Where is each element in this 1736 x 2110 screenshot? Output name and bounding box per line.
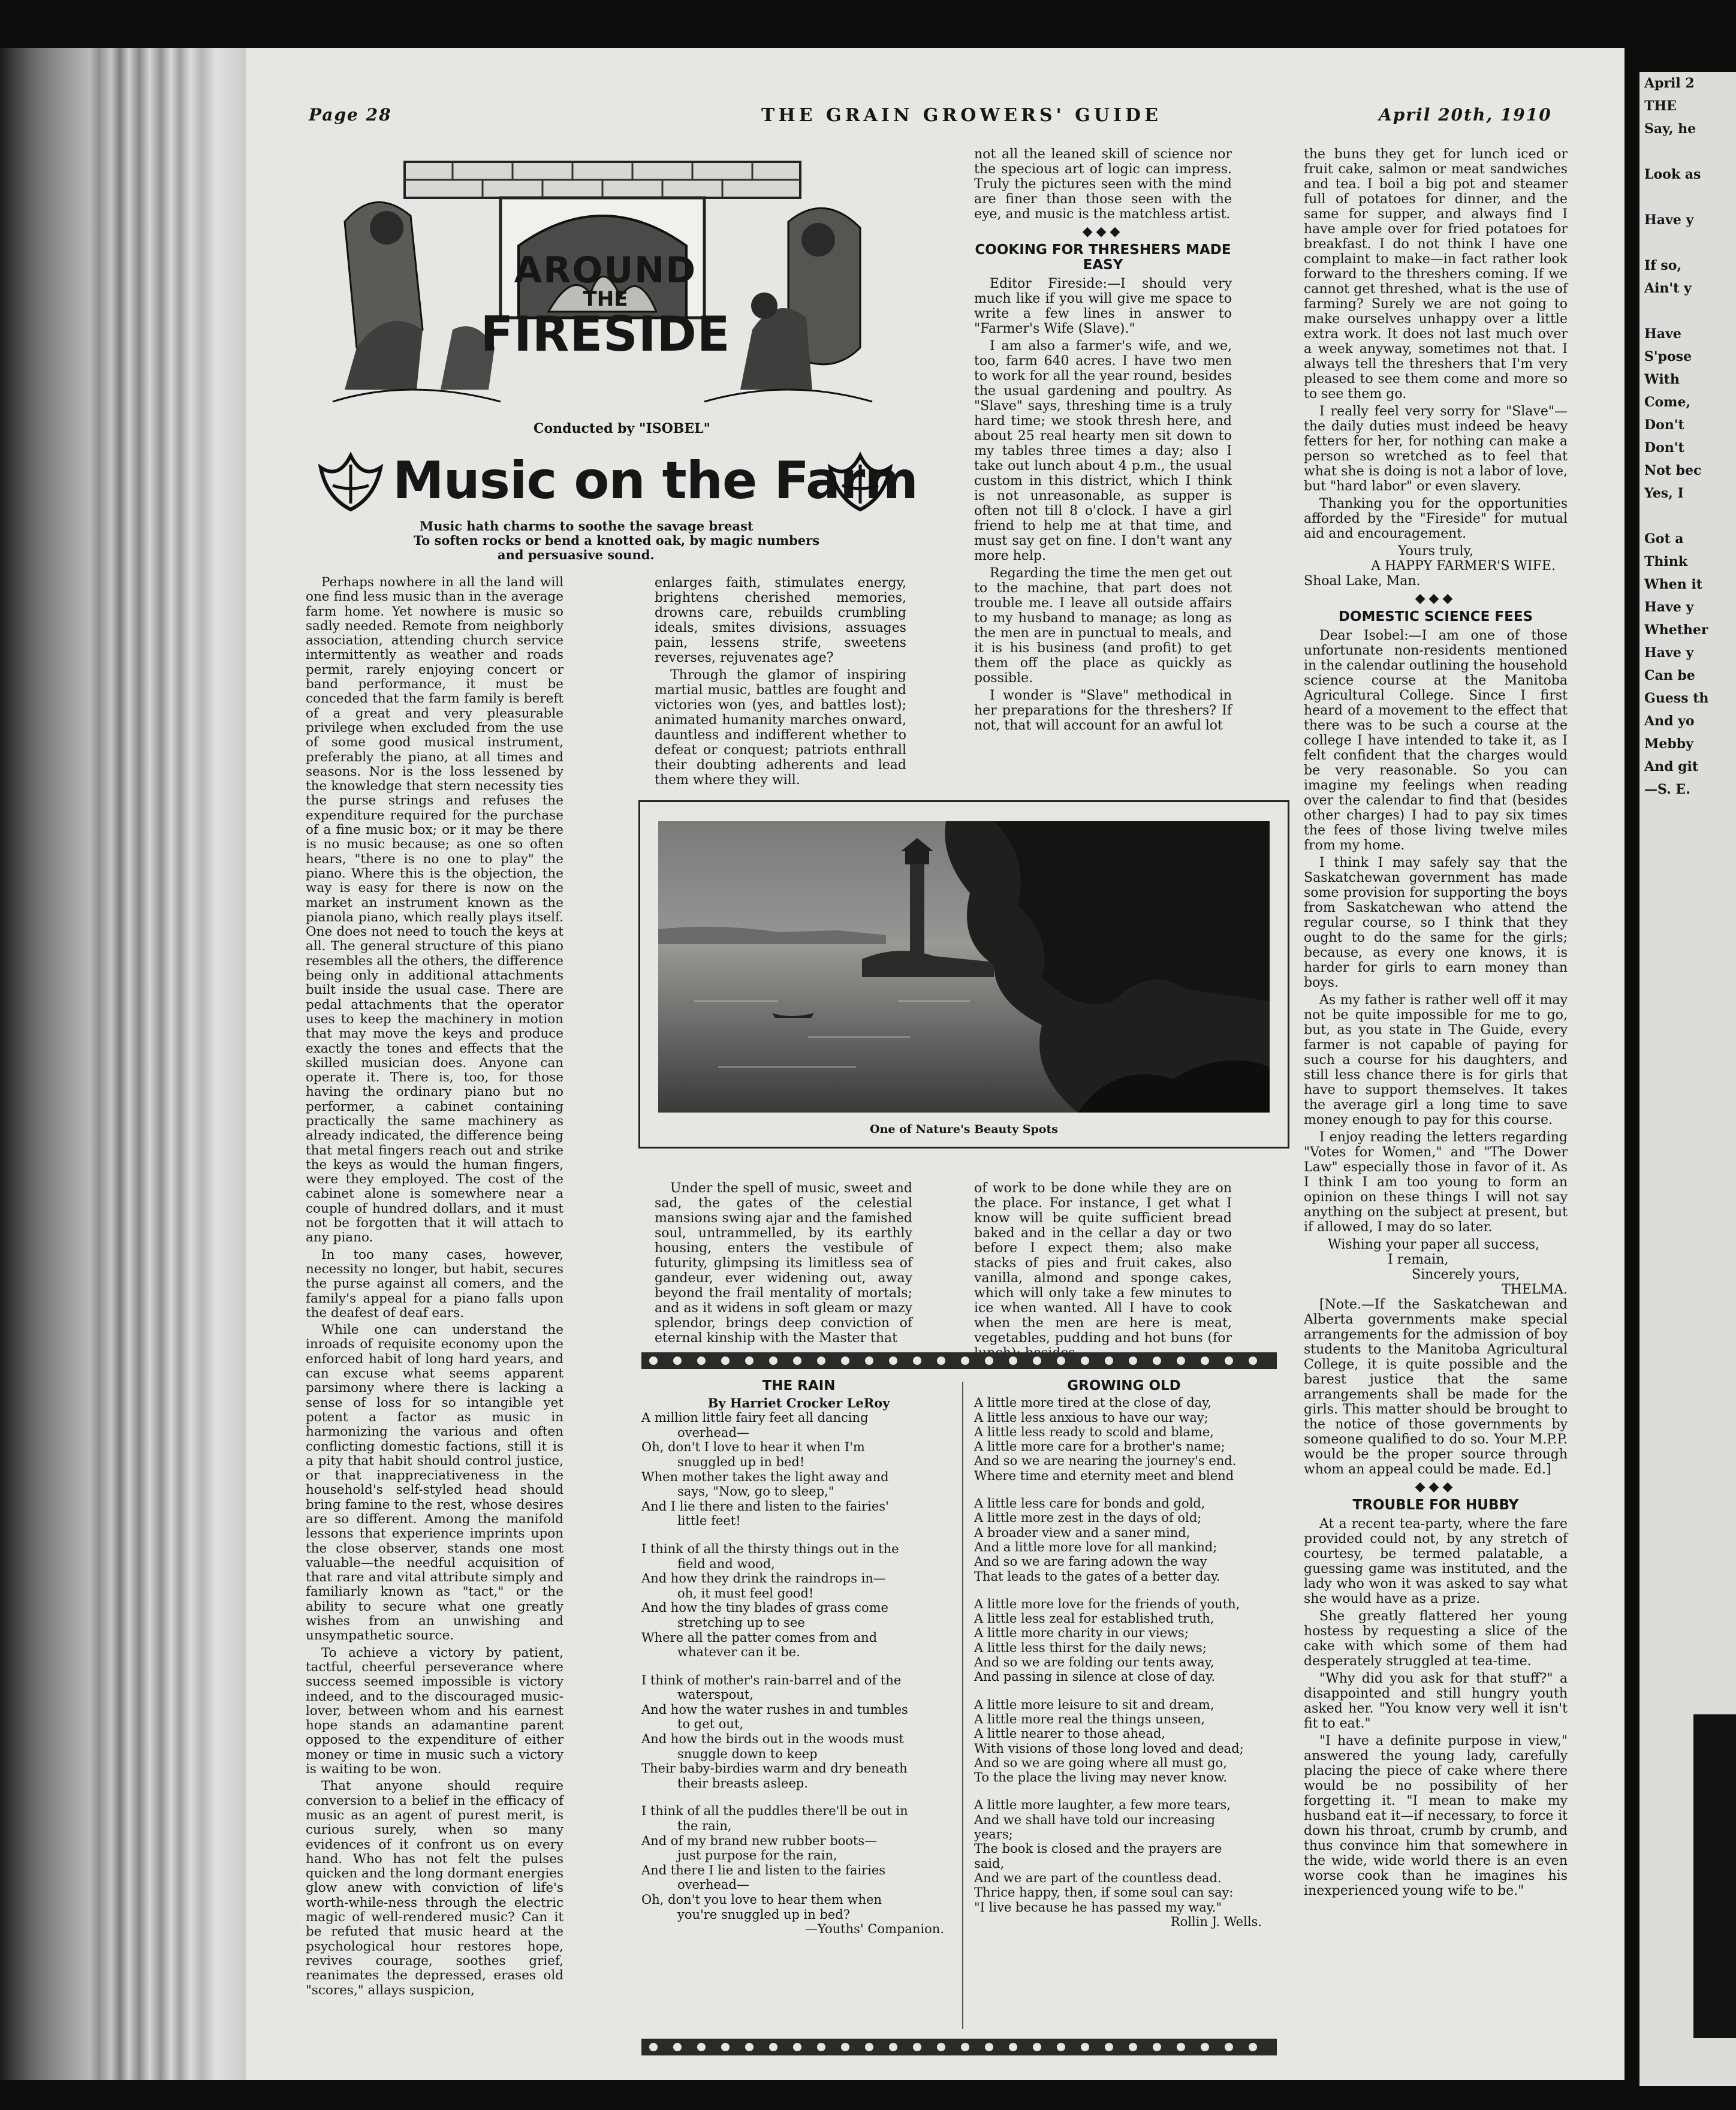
poem-line: A little more laughter, a few more tears, (974, 1798, 1231, 1813)
adjacent-page-fragment-line: Yes, I (1644, 486, 1684, 501)
poem-line: A little more love for the friends of youth, (974, 1596, 1240, 1611)
adjacent-page-fragment-line: Ain't y (1644, 281, 1692, 296)
paragraph: To achieve a victory by patient, tactful, cheerful perseverance where success seemed impossible is victory indeed, and to the discouraged music-lover, between whom and his earnest hope stands an adamantine parent opposed to the expenditure of either money or time in music such a victory is waiting to be won. (306, 1645, 563, 1777)
paragraph: While one can understand the inroads of requisite economy upon the enforced habit of long hard years, and can excuse what seems apparent parsimony where there is lacking a sense of loss for so intangible yet potent a factor as music in harmonizing the various and often conflicting domestic factions, still it is a pity that habit should control justice, or that inappreciativeness in the household's self-styled head should bring famine to the rest, whose desires are so different. Among the manifold lessons that experience imprints upon the close observer, stands one most valuable—the needful acquisition of that rare and vital attribute simply and familiarly known as "tact," or the ability to secure what one greatly wishes from an unwishing and unsympathetic source. (306, 1322, 563, 1644)
poem-line: A little nearer to those ahead, (974, 1726, 1165, 1741)
paragraph: I wonder is "Slave" methodical in her preparations for the threshers? If not, that will account for an awful lot (974, 688, 1232, 733)
poem-line: Their baby-birdies warm and dry beneath (641, 1761, 908, 1776)
poem-line: I think of mother's rain-barrel and of the (641, 1672, 902, 1687)
adjacent-page-fragment-line: Think (1644, 554, 1687, 569)
adjacent-page-fragment-line: Guess th (1644, 691, 1709, 706)
poem-line: said, (974, 1856, 1005, 1871)
paragraph: I really feel very sorry for "Slave"—the daily duties must indeed be heavy fetters for her, for nothing can make a person so wretched as to feel that what she is doing is not a labor of love, but "hard labor" or even slavery. (1304, 404, 1568, 494)
poem-line: A little less care for bonds and gold, (974, 1496, 1205, 1511)
hubby-heading: TROUBLE FOR HUBBY (1352, 1497, 1519, 1513)
poem-line: oh, it must feel good! (677, 1585, 814, 1600)
section-divider-icon: ◆◆◆ (1415, 1479, 1457, 1494)
poem-line: A little more care for a brother's name; (974, 1439, 1225, 1454)
book-binding (0, 48, 252, 2080)
poem-line: And how they drink the raindrops in— (641, 1571, 886, 1586)
poem-line: To the place the living may never know. (974, 1770, 1228, 1785)
poem-line: And how the birds out in the woods must (641, 1732, 904, 1747)
poem-line (641, 1791, 956, 1804)
poem-line: A broader view and a saner mind, (974, 1525, 1191, 1540)
poem-line: And I lie there and listen to the fairies' (641, 1499, 889, 1514)
poem-line: years; (974, 1827, 1013, 1842)
adjacent-page-fragment-line: Mebby (1644, 736, 1693, 752)
ornamental-divider-bottom (641, 2035, 1277, 2059)
poem-line: to get out, (677, 1717, 744, 1732)
editor-note: [Note.—If the Saskatchewan and Alberta governments make special arrangements for the admission of boy students to the Manitoba Agricultural College, it is quite possible and the barest justice that the same arrangements shall be made for the girls. This matter should be brought to the notice of those governments by someone qualified to do so. Your M.P.P. would be the proper source through whom an appeal could be made. Ed.] (1304, 1297, 1568, 1477)
adjacent-page-fragment-line: THE (1644, 98, 1677, 114)
paragraph: I think I may safely say that the Saskatchewan government has made some provision for supporting the boys from Saskatchewan who attend the regular course, so I think that they ought to do the same for the girls; because, as every one knows, it is harder for girls to earn money than boys. (1304, 855, 1568, 990)
poem-line: snuggle down to keep (677, 1746, 818, 1761)
poem-line: And a little more love for all mankind; (974, 1539, 1217, 1554)
left-ornament-icon (315, 444, 387, 516)
adjacent-page-fragment (1639, 72, 1736, 2086)
lighthouse-photo (658, 821, 1270, 1113)
poem-line: waterspout, (677, 1687, 754, 1702)
letter-signature: THELMA. (1502, 1282, 1568, 1297)
epigraph-line: Music hath charms to soothe the savage breast (420, 519, 754, 533)
letter-closing: I remain, (1388, 1252, 1449, 1267)
paragraph: Regarding the time the men get out to the machine, that part does not trouble me. I leave all outside affairs to my husband to manage; as long as the men are in punctual to meals, and it is his business (and profit) to get them off the place as quickly as possible. (974, 566, 1232, 686)
poem-line: overhead— (677, 1877, 749, 1892)
paragraph: Perhaps nowhere in all the land will one find less music than in the average farm home. Yet nowhere is music so sadly needed. Remote from neighborly association, attending church service intermittently as weather and roads permit, rarely enjoying concert or band performance, it must be conceded that the farm family is bereft of a great and very pleasurable privilege when excluded from the use of some good musical instrument, preferably the piano, at all times and seasons. Nor is the loss lessened by the knowledge that stern necessity ties the purse strings and refuses the expenditure required for the purchase of a fine music box; or it may be there is no music because; as one so often hears, "there is no one to play" the piano. Where this is the objection, the way is easy for there is now on the market an instrument known as the pianola piano, which really plays itself. One does not need to touch the keys at all. The general structure of this piano resembles all the others, the difference being only in additional attachments built inside the usual case. There are pedal attachments that the operator uses to keep the machinery in motion that may move the keys and produce exactly the tones and effects that the skilled musician does. Anyone can operate it. There is, too, for those having the ordinary piano but no performer, a cabinet containing practically the same machinery as already indicated, the difference being that metal fingers reach out and strike the keys as would the human fingers, were they employed. The cost of the cabinet alone is somewhere near a couple of hundred dollars, and it must not be forgotten that it will attach to any piano. (306, 575, 563, 1246)
poem-line: Where all the patter comes from and (641, 1630, 878, 1645)
adjacent-page-fragment-line: Say, he (1644, 121, 1696, 137)
poem-line: Oh, don't you love to hear them when (641, 1892, 882, 1907)
right-ornament-icon (824, 444, 896, 516)
section-divider-icon: ◆◆◆ (1082, 224, 1124, 239)
photo-frame (638, 800, 1289, 1149)
poem-line: And we are part of the countless dead. (974, 1870, 1222, 1885)
adjacent-page-fragment-line: And yo (1644, 713, 1695, 729)
adjacent-page-fragment-line: —S. E. (1644, 782, 1690, 797)
poem-line: A little less zeal for established truth, (974, 1611, 1214, 1626)
growing-old-title: GROWING OLD (1067, 1378, 1181, 1394)
column-4 (1304, 147, 1568, 1901)
threshers-continued (974, 1181, 1232, 1363)
poem-line: And there I lie and listen to the fairies (641, 1862, 886, 1877)
newspaper-page (246, 48, 1625, 2080)
growing-old-author: Rollin J. Wells. (1170, 1914, 1262, 1929)
paragraph: "Why did you ask for that stuff?" a disappointed and still hungry youth asked her. "You know very well it isn't fit to eat." (1304, 1671, 1568, 1731)
epigraph-line: and persuasive sound. (498, 547, 655, 562)
letter-location: Shoal Lake, Man. (1304, 574, 1421, 589)
conducted-by: Conducted by "ISOBEL" (534, 421, 711, 436)
poem-line (641, 1529, 956, 1542)
poem-line (974, 1483, 1274, 1496)
article-column-3-top (974, 147, 1232, 736)
paragraph: Through the glamor of inspiring martial music, battles are fought and victories won (yes, and battles lost); animated humanity marches onward, dauntless and indifferent whether to defeat or conquest; patriots enthrall their doubting adherents and lead them where they will. (655, 668, 906, 788)
adjacent-page-fragment-line (1639, 300, 1736, 322)
adjacent-page-fragment-line (1639, 140, 1736, 163)
adjacent-page-fragment-line: Have y (1644, 599, 1694, 615)
poem-line: just purpose for the rain, (677, 1848, 837, 1863)
science-fees-heading: DOMESTIC SCIENCE FEES (1338, 609, 1533, 625)
poem-line: snuggled up in bed! (677, 1454, 805, 1469)
adjacent-page-text (1639, 72, 1736, 801)
paragraph: Thanking you for the opportunities afforded by the "Fireside" for mutual aid and encouragement. (1304, 496, 1568, 541)
poem-line: "I live because he has passed my way." (974, 1900, 1222, 1915)
adjacent-page-fragment-line: Look as (1644, 167, 1701, 182)
letter-closing: Wishing your paper all success, (1328, 1237, 1540, 1252)
banner-title (456, 249, 755, 362)
page-number: Page 28 (309, 105, 392, 125)
adjacent-page-fragment-line: Don't (1644, 417, 1684, 433)
adjacent-page-fragment-line: When it (1644, 577, 1702, 592)
poem-line: That leads to the gates of a better day. (974, 1569, 1220, 1584)
article-title: Music on the Farm (393, 451, 918, 511)
poem-line: A little less ready to scold and blame, (974, 1424, 1214, 1439)
paragraph: As my father is rather well off it may not be quite impossible for me to go, but, as you state in The Guide, every farmer is not capable of paying for such a course for his daughters, and still less chance there is for girls that have to support themselves. It takes the average girl a long time to save money enough to pay for this course. (1304, 993, 1568, 1128)
paragraph: the buns they get for lunch iced or fruit cake, salmon or meat sandwiches and tea. I boil a big pot and steamer full of potatoes for dinner, and the same for supper, and always find I have ample over for fried potatoes for breakfast. I do not think I have one complaint to make—in fact rather look forward to the threshers coming. If we cannot get threshed, what is the use of farming? Surely we are not going to make ourselves unhappy over a little extra work. It does not last much over a week anyway, sometimes not that. I always tell the threshers that I'm very pleased to see them come and more so to see them go. (1304, 147, 1568, 402)
adjacent-page-fragment-line: Got a (1644, 531, 1684, 547)
poem-line: And we shall have told our increasing (974, 1812, 1216, 1827)
masthead: THE GRAIN GROWERS' GUIDE (761, 105, 1162, 126)
poem-line: A little more charity in our views; (974, 1626, 1189, 1641)
poem-line: I think of all the thirsty things out in the (641, 1541, 899, 1556)
paragraph: She greatly flattered her young hostess by requesting a slice of the cake with which some of them had desperately struggled at tea-time. (1304, 1609, 1568, 1669)
banner-title-fireside: FIRESIDE (480, 306, 731, 362)
adjacent-page-fragment-line: Whether (1644, 622, 1708, 638)
epigraph (414, 519, 869, 562)
poem-line: A little more leisure to sit and dream, (974, 1697, 1214, 1712)
poem-line: Oh, don't I love to hear it when I'm (641, 1440, 865, 1455)
adjacent-page-fragment-line: If so, (1644, 258, 1682, 273)
paragraph: "I have a definite purpose in view," answered the young lady, carefully placing the piece of cake where there would be no possibility of her forgetting it. "I mean to make my husband eat it—if necessary, to force it down his throat, crumb by crumb, and thus convince him that somewhere in the wide, wide world there is an even worse cook than he imagines his inexperienced young wife to be." (1304, 1734, 1568, 1898)
letter-closing: Yours truly, (1398, 544, 1473, 559)
epigraph-line: To soften rocks or bend a knotted oak, by magic numbers (414, 533, 820, 548)
poem-line: And of my brand new rubber boots— (641, 1833, 878, 1848)
poem-line: And so we are faring adown the way (974, 1554, 1207, 1569)
section-divider-icon: ◆◆◆ (1415, 591, 1457, 606)
adjacent-page-fragment-line: Have y (1644, 645, 1694, 661)
paragraph: Under the spell of music, sweet and sad, the gates of the celestial mansions swing ajar and the famished soul, untrammelled, by its earthly housing, enters the vestibule of futurity, glimpsing its limitless sea of gandeur, ever widening out, away beyond the frail mentality of mortals; and as it widens in soft gleam or mazy splendor, brings deep conviction of eternal kinship with the Master that (655, 1181, 912, 1346)
rain-poem-lines (641, 1410, 956, 1922)
adjacent-page-fragment-line: Not bec (1644, 463, 1702, 478)
poem-line: field and wood, (677, 1556, 775, 1571)
letter-signature: A HAPPY FARMER'S WIFE. (1371, 559, 1556, 574)
poem-line: And passing in silence at close of day. (974, 1669, 1216, 1684)
poem-line: And so we are going where all must go, (974, 1755, 1227, 1770)
poem-line (641, 1660, 956, 1673)
rain-poem-author: By Harriet Crocker LeRoy (707, 1395, 890, 1410)
poem-column-rule (962, 1382, 963, 2029)
paragraph: I enjoy reading the letters regarding "Votes for Women," and "The Dower Law" especially those in favor of it. As I think I am too young to form an opinion on these things I will not say anything on the subject at present, but if allowed, I may do so later. (1304, 1130, 1568, 1235)
poem-line: I think of all the puddles there'll be out in (641, 1804, 908, 1819)
poem-line: you're snuggled up in bed? (677, 1907, 851, 1922)
poem-line: And how the water rushes in and tumbles (641, 1702, 908, 1717)
adjacent-page-fragment-line: Have (1644, 326, 1681, 342)
paragraph: I am also a farmer's wife, and we, too, farm 640 acres. I have two men to work for all the year round, besides the usual gardening and poultry. As "Slave" says, threshing time is a truly hard time; we stook thresh here, and about 25 real hearty men sit down to my tables three times a day; also I take out lunch about 4 p.m., the usual custom in this district, which I think is not unreasonable, as supper is often not till 8 o'clock. I have a girl friend to help me at that time, and must say get on fine. I don't want any more help. (974, 339, 1232, 563)
ornamental-divider-top (641, 1349, 1277, 1373)
issue-date: April 20th, 1910 (1379, 105, 1552, 125)
poem-line: A little less anxious to have our way; (974, 1410, 1208, 1425)
poem-line (974, 1684, 1274, 1698)
poem-line: says, "Now, go to sleep," (677, 1484, 834, 1499)
poem-line: stretching up to see (677, 1615, 805, 1630)
poem-line: A million little fairy feet all dancing (641, 1410, 869, 1425)
banner-title-the: THE (583, 287, 628, 311)
poem-line: whatever can it be. (677, 1645, 800, 1660)
poem-line: overhead— (677, 1425, 749, 1440)
poem-line: Where time and eternity meet and blend (974, 1468, 1234, 1483)
adjacent-page-fragment-line (1639, 186, 1736, 209)
adjacent-page-advertisement (1693, 1714, 1736, 2038)
letter-closing: Sincerely yours, (1412, 1267, 1520, 1282)
adjacent-page-fragment-line: And git (1644, 759, 1699, 774)
poem-line: When mother takes the light away and (641, 1469, 889, 1484)
paragraph: That anyone should require conversion to a belief in the efficacy of music as an agent of purest merit, is curious surely, when so many evidences of it confront us on every hand. Who has not felt the pulses quicken and the long dormant energies glow anew with conviction of life's worth-while-ness through the electric magic of well-rendered music? Can it be refuted that music heard at the psychological hour restores hope, revives courage, soothes grief, reanimates the depressed, erases old "scores," allays suspicion, (306, 1779, 564, 1998)
poem-line: The book is closed and the prayers are (974, 1841, 1222, 1856)
article-column-1 (306, 575, 563, 2000)
poem-line: A little more zest in the days of old; (974, 1511, 1202, 1526)
poem-line: A little more tired at the close of day, (974, 1395, 1211, 1410)
poem-line: And so we are folding our tents away, (974, 1655, 1214, 1670)
rain-poem-title: THE RAIN (762, 1378, 836, 1394)
paragraph: At a recent tea-party, where the fare provided could not, by any stretch of courtesy, be termed palatable, a guessing game was instituted, and the lady who won it was asked to say what she would have as a prize. (1304, 1517, 1568, 1606)
poem-line: the rain, (677, 1819, 732, 1834)
adjacent-page-fragment-line: Don't (1644, 440, 1684, 456)
adjacent-page-fragment-line: Come, (1644, 394, 1691, 410)
adjacent-page-fragment-line: Can be (1644, 668, 1695, 683)
poem-line: With visions of those long loved and dead; (974, 1741, 1244, 1756)
paragraph: Editor Fireside:—I should very much like if you will give me space to write a few lines in answer to "Farmer's Wife (Slave)." (974, 276, 1232, 336)
paragraph: In too many cases, however, necessity no longer, but habit, secures the purse against all comers, and the family's appeal for a piano falls upon the deafest of deaf ears. (306, 1247, 563, 1321)
banner-title-around: AROUND (514, 249, 697, 291)
adjacent-page-fragment-line: Have y (1644, 212, 1694, 228)
rain-poem (641, 1379, 956, 1937)
growing-old-poem (974, 1379, 1274, 1929)
poem-line: And so we are nearing the journey's end. (974, 1454, 1237, 1469)
paragraph: enlarges faith, stimulates energy, brightens cherished memories, drowns care, rebuilds crumbling ideals, smites divisions, assuages pain, lessens strife, sweetens reverses, rejuvenates age? (655, 575, 906, 665)
threshers-heading: COOKING FOR THRESHERS MADE EASY (975, 242, 1231, 273)
poem-line: little feet! (677, 1514, 741, 1529)
poem-line: their breasts asleep. (677, 1776, 808, 1791)
adjacent-page-fragment-line: S'pose (1644, 349, 1692, 364)
paragraph: of work to be done while they are on the place. For instance, I get what I know will be quite sufficient bread baked and in the cellar a day or two before I expect them; also make stacks of pies and fruit cakes, also vanilla, almond and sponge cakes, which will only take a few minutes to ice when wanted. All I have to cook when the men are here is meat, vegetables, pudding and hot buns (for (974, 1181, 1232, 1346)
growing-old-lines (974, 1395, 1274, 1915)
poem-line (974, 1584, 1274, 1597)
paragraph: not all the leaned skill of science nor the specious art of logic can impress. Truly the pictures seen with the mind are finer than those seen with the eye, and music is the matchless artist. (974, 147, 1232, 222)
poem-line (974, 1785, 1274, 1798)
adjacent-page-fragment-line: With (1644, 372, 1680, 387)
adjacent-page-fragment-line (1639, 231, 1736, 254)
article-column-2-top (655, 575, 906, 790)
adjacent-page-fragment-line (1639, 505, 1736, 528)
article-column-2-bottom (655, 1181, 912, 1348)
photo-caption: One of Nature's Beauty Spots (870, 1123, 1058, 1136)
poem-line: A little more real the things unseen, (974, 1711, 1205, 1726)
poem-line: A little less thirst for the daily news; (974, 1640, 1207, 1655)
rain-poem-source: —Youths' Companion. (804, 1922, 944, 1937)
adjacent-page-fragment-line: April 2 (1644, 76, 1695, 91)
paragraph: Dear Isobel:—I am one of those unfortunate non-residents mentioned in the calendar outlining the household science course at the Manitoba Agricultural College. Since I first heard of a movement to the effect that there was to be such a course at the college I have intended to take it, as I felt confident that the charges would be very reasonable. So you can imagine my feelings when reading over the calendar to find that (besides other charges) I had to pay six times the fees of those living twelve miles from my home. (1304, 628, 1568, 853)
poem-line: And how the tiny blades of grass come (641, 1600, 888, 1615)
poem-line: Thrice happy, then, if some soul can say: (974, 1885, 1234, 1900)
